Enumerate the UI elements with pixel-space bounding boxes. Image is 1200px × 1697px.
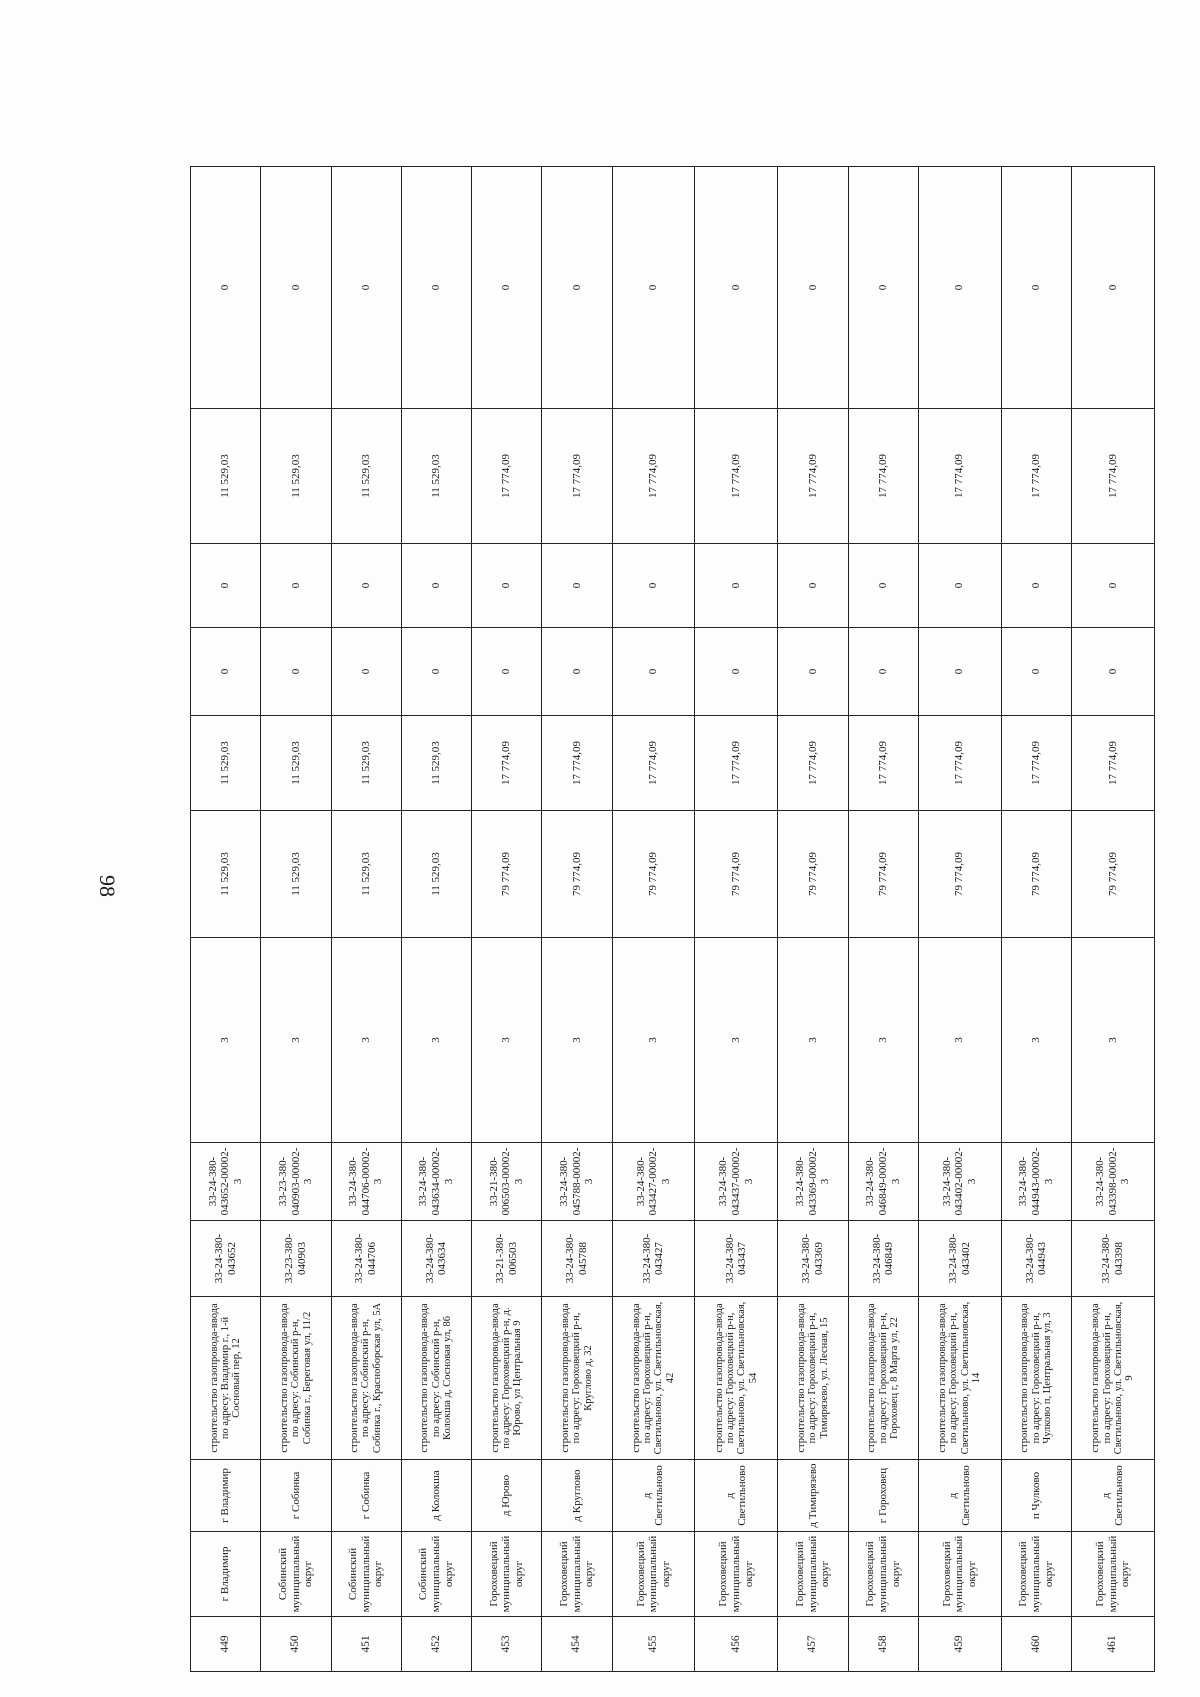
row-number: 451 [331,1617,401,1672]
object-description: строительство газопровода-ввода по адресу: Гороховецкий р-н, Гороховец г, 8 Марта ул, 22 [848,1297,918,1460]
table-row [542,167,612,1672]
zero-column-a: 0 [401,628,471,716]
financing-amount: 17 774,09 [1001,716,1071,811]
zero-column-b: 0 [918,544,1001,628]
locality: д Юрово [472,1460,542,1532]
table-row [612,167,695,1672]
table-row [331,167,401,1672]
locality: п Чулково [1001,1460,1071,1532]
source-amount: 11 529,03 [261,409,331,544]
zero-column-b: 0 [1001,544,1071,628]
zero-column-a: 0 [778,628,848,716]
financing-amount: 17 774,09 [1072,716,1155,811]
row-number: 455 [612,1617,695,1672]
row-number: 459 [918,1617,1001,1672]
row-number: 454 [542,1617,612,1672]
zero-column-c: 0 [1072,167,1155,409]
category-value: 3 [695,938,778,1143]
object-description: строительство газопровода-ввода по адресу: Гороховецкий р-н, Светильново, ул. Светильновская, 42 [612,1297,695,1460]
object-description: строительство газопровода-ввода по адресу: Собинский р-н, Собинка г., Красноборская ул, 5А [331,1297,401,1460]
table-row [695,167,778,1672]
municipal-district: Собинский муниципальный округ [401,1532,471,1617]
object-description: строительство газопровода-ввода по адресу: Гороховецкий р-н, Светильново, ул. Светильновская, 14 [918,1297,1001,1460]
category-value: 3 [331,938,401,1143]
source-amount: 17 774,09 [472,409,542,544]
row-number: 457 [778,1617,848,1672]
row-number: 456 [695,1617,778,1672]
municipal-district: Гороховецкий муниципальный округ [472,1532,542,1617]
project-code: 33-24-380-046849-00002-3 [848,1143,918,1221]
source-amount: 17 774,09 [848,409,918,544]
category-value: 3 [542,938,612,1143]
total-cost: 79 774,09 [848,811,918,938]
source-amount: 11 529,03 [331,409,401,544]
table-row [848,167,918,1672]
financing-amount: 17 774,09 [612,716,695,811]
locality: д Светильново [695,1460,778,1532]
project-code: 33-24-380-044943-00002-3 [1001,1143,1071,1221]
financing-amount: 17 774,09 [472,716,542,811]
zero-column-b: 0 [612,544,695,628]
financing-amount: 11 529,03 [331,716,401,811]
zero-column-c: 0 [848,167,918,409]
object-description: строительство газопровода-ввода по адресу: Собинский р-н, Колокша д, Сосновая ул, 86 [401,1297,471,1460]
zero-column-c: 0 [1001,167,1071,409]
category-value: 3 [261,938,331,1143]
zero-column-a: 0 [612,628,695,716]
municipal-district: Собинский муниципальный округ [331,1532,401,1617]
object-code: 33-24-380-043398 [1072,1221,1155,1297]
zero-column-b: 0 [472,544,542,628]
project-code: 33-24-380-043402-00002-3 [918,1143,1001,1221]
row-number: 458 [848,1617,918,1672]
total-cost: 79 774,09 [1072,811,1155,938]
zero-column-a: 0 [1001,628,1071,716]
object-code: 33-24-380-043437 [695,1221,778,1297]
object-code: 33-24-380-043427 [612,1221,695,1297]
financing-amount: 17 774,09 [778,716,848,811]
category-value: 3 [612,938,695,1143]
municipal-district: Гороховецкий муниципальный округ [848,1532,918,1617]
project-code: 33-24-380-043369-00002-3 [778,1143,848,1221]
source-amount: 11 529,03 [191,409,261,544]
total-cost: 11 529,03 [401,811,471,938]
total-cost: 79 774,09 [918,811,1001,938]
category-value: 3 [778,938,848,1143]
category-value: 3 [401,938,471,1143]
category-value: 3 [472,938,542,1143]
zero-column-c: 0 [778,167,848,409]
total-cost: 79 774,09 [542,811,612,938]
municipal-district: г Владимир [191,1532,261,1617]
project-code: 33-23-380-040903-00002-3 [261,1143,331,1221]
financing-amount: 11 529,03 [401,716,471,811]
object-code: 33-24-380-043369 [778,1221,848,1297]
zero-column-a: 0 [261,628,331,716]
total-cost: 11 529,03 [261,811,331,938]
zero-column-b: 0 [261,544,331,628]
source-amount: 17 774,09 [1072,409,1155,544]
category-value: 3 [848,938,918,1143]
locality: д Колокша [401,1460,471,1532]
zero-column-c: 0 [695,167,778,409]
municipal-district: Гороховецкий муниципальный округ [918,1532,1001,1617]
row-number: 450 [261,1617,331,1672]
table-row [261,167,331,1672]
category-value: 3 [918,938,1001,1143]
object-description: строительство газопровода-ввода по адресу: Гороховецкий р-н, Чулково п, Центральная ул, 3 [1001,1297,1071,1460]
source-amount: 17 774,09 [612,409,695,544]
project-code: 33-21-380-006503-00002-3 [472,1143,542,1221]
financing-amount: 17 774,09 [542,716,612,811]
object-code: 33-24-380-043402 [918,1221,1001,1297]
zero-column-c: 0 [191,167,261,409]
zero-column-b: 0 [848,544,918,628]
table-row [472,167,542,1672]
financing-amount: 11 529,03 [261,716,331,811]
category-value: 3 [191,938,261,1143]
zero-column-a: 0 [191,628,261,716]
category-value: 3 [1001,938,1071,1143]
zero-column-c: 0 [401,167,471,409]
zero-column-c: 0 [261,167,331,409]
object-code: 33-23-380-040903 [261,1221,331,1297]
row-number: 449 [191,1617,261,1672]
zero-column-b: 0 [401,544,471,628]
page-number: 98 [95,875,120,897]
table-row [1001,167,1071,1672]
zero-column-a: 0 [848,628,918,716]
source-amount: 17 774,09 [542,409,612,544]
project-code: 33-24-380-043652-00002-3 [191,1143,261,1221]
financing-amount: 17 774,09 [848,716,918,811]
locality: д Светильново [1072,1460,1155,1532]
row-number: 460 [1001,1617,1071,1672]
object-description: строительство газопровода-ввода по адресу: Владимир г., 1-й Сосновый пер, 12 [191,1297,261,1460]
locality: г Собинка [331,1460,401,1532]
zero-column-b: 0 [695,544,778,628]
project-code: 33-24-380-043634-00002-3 [401,1143,471,1221]
row-number: 453 [472,1617,542,1672]
municipal-district: Собинский муниципальный округ [261,1532,331,1617]
locality: д Светильново [918,1460,1001,1532]
table-row [191,167,261,1672]
zero-column-c: 0 [612,167,695,409]
municipal-district: Гороховецкий муниципальный округ [695,1532,778,1617]
object-code: 33-21-380-006503 [472,1221,542,1297]
object-description: строительство газопровода-ввода по адресу: Гороховецкий р-н, д. Юрово, ул Центральная 9 [472,1297,542,1460]
locality: д Круглово [542,1460,612,1532]
project-code: 33-24-380-043398-00002-3 [1072,1143,1155,1221]
total-cost: 79 774,09 [778,811,848,938]
zero-column-c: 0 [472,167,542,409]
source-amount: 11 529,03 [401,409,471,544]
object-code: 33-24-380-046849 [848,1221,918,1297]
row-number: 461 [1072,1617,1155,1672]
locality: г Собинка [261,1460,331,1532]
locality: д Тимирязево [778,1460,848,1532]
total-cost: 79 774,09 [695,811,778,938]
total-cost: 79 774,09 [612,811,695,938]
source-amount: 17 774,09 [1001,409,1071,544]
total-cost: 79 774,09 [1001,811,1071,938]
locality: г Владимир [191,1460,261,1532]
zero-column-c: 0 [542,167,612,409]
data-table [190,166,1155,1672]
source-amount: 17 774,09 [918,409,1001,544]
total-cost: 79 774,09 [472,811,542,938]
source-amount: 17 774,09 [778,409,848,544]
table-row [401,167,471,1672]
financing-amount: 11 529,03 [191,716,261,811]
category-value: 3 [1072,938,1155,1143]
zero-column-c: 0 [918,167,1001,409]
zero-column-b: 0 [1072,544,1155,628]
object-code: 33-24-380-045788 [542,1221,612,1297]
source-amount: 17 774,09 [695,409,778,544]
locality: г Гороховец [848,1460,918,1532]
zero-column-b: 0 [542,544,612,628]
municipal-district: Гороховецкий муниципальный округ [542,1532,612,1617]
object-description: строительство газопровода-ввода по адресу: Гороховецкий р-н, Светильново, ул. Светильновская, 54 [695,1297,778,1460]
financing-amount: 17 774,09 [695,716,778,811]
zero-column-b: 0 [778,544,848,628]
zero-column-a: 0 [695,628,778,716]
table-row [918,167,1001,1672]
project-code: 33-24-380-045788-00002-3 [542,1143,612,1221]
municipal-district: Гороховецкий муниципальный округ [778,1532,848,1617]
object-code: 33-24-380-044943 [1001,1221,1071,1297]
zero-column-b: 0 [331,544,401,628]
object-description: строительство газопровода-ввода по адресу: Гороховецкий р-н, Светильново, ул. Светильновская, 9 [1072,1297,1155,1460]
zero-column-a: 0 [472,628,542,716]
table-row [1072,167,1155,1672]
project-code: 33-24-380-044706-00002-3 [331,1143,401,1221]
object-code: 33-24-380-043634 [401,1221,471,1297]
zero-column-c: 0 [331,167,401,409]
zero-column-a: 0 [331,628,401,716]
table-body [191,167,1155,1672]
locality: д Светильново [612,1460,695,1532]
zero-column-a: 0 [1072,628,1155,716]
municipal-district: Гороховецкий муниципальный округ [612,1532,695,1617]
municipal-district: Гороховецкий муниципальный округ [1072,1532,1155,1617]
object-description: строительство газопровода-ввода по адресу: Собинский р-н, Собинка г., Береговая ул, 11/2 [261,1297,331,1460]
object-description: строительство газопровода-ввода по адресу: Гороховецкий р-н, Тимирязево, ул. Лесная, 15 [778,1297,848,1460]
total-cost: 11 529,03 [191,811,261,938]
zero-column-a: 0 [542,628,612,716]
project-code: 33-24-380-043427-00002-3 [612,1143,695,1221]
row-number: 452 [401,1617,471,1672]
zero-column-a: 0 [918,628,1001,716]
rotated-table-container [190,167,1155,1672]
total-cost: 11 529,03 [331,811,401,938]
municipal-district: Гороховецкий муниципальный округ [1001,1532,1071,1617]
project-code: 33-24-380-043437-00002-3 [695,1143,778,1221]
zero-column-b: 0 [191,544,261,628]
object-code: 33-24-380-043652 [191,1221,261,1297]
object-description: строительство газопровода-ввода по адресу: Гороховецкий р-н, Круглово д, 32 [542,1297,612,1460]
object-code: 33-24-380-044706 [331,1221,401,1297]
table-row [778,167,848,1672]
financing-amount: 17 774,09 [918,716,1001,811]
